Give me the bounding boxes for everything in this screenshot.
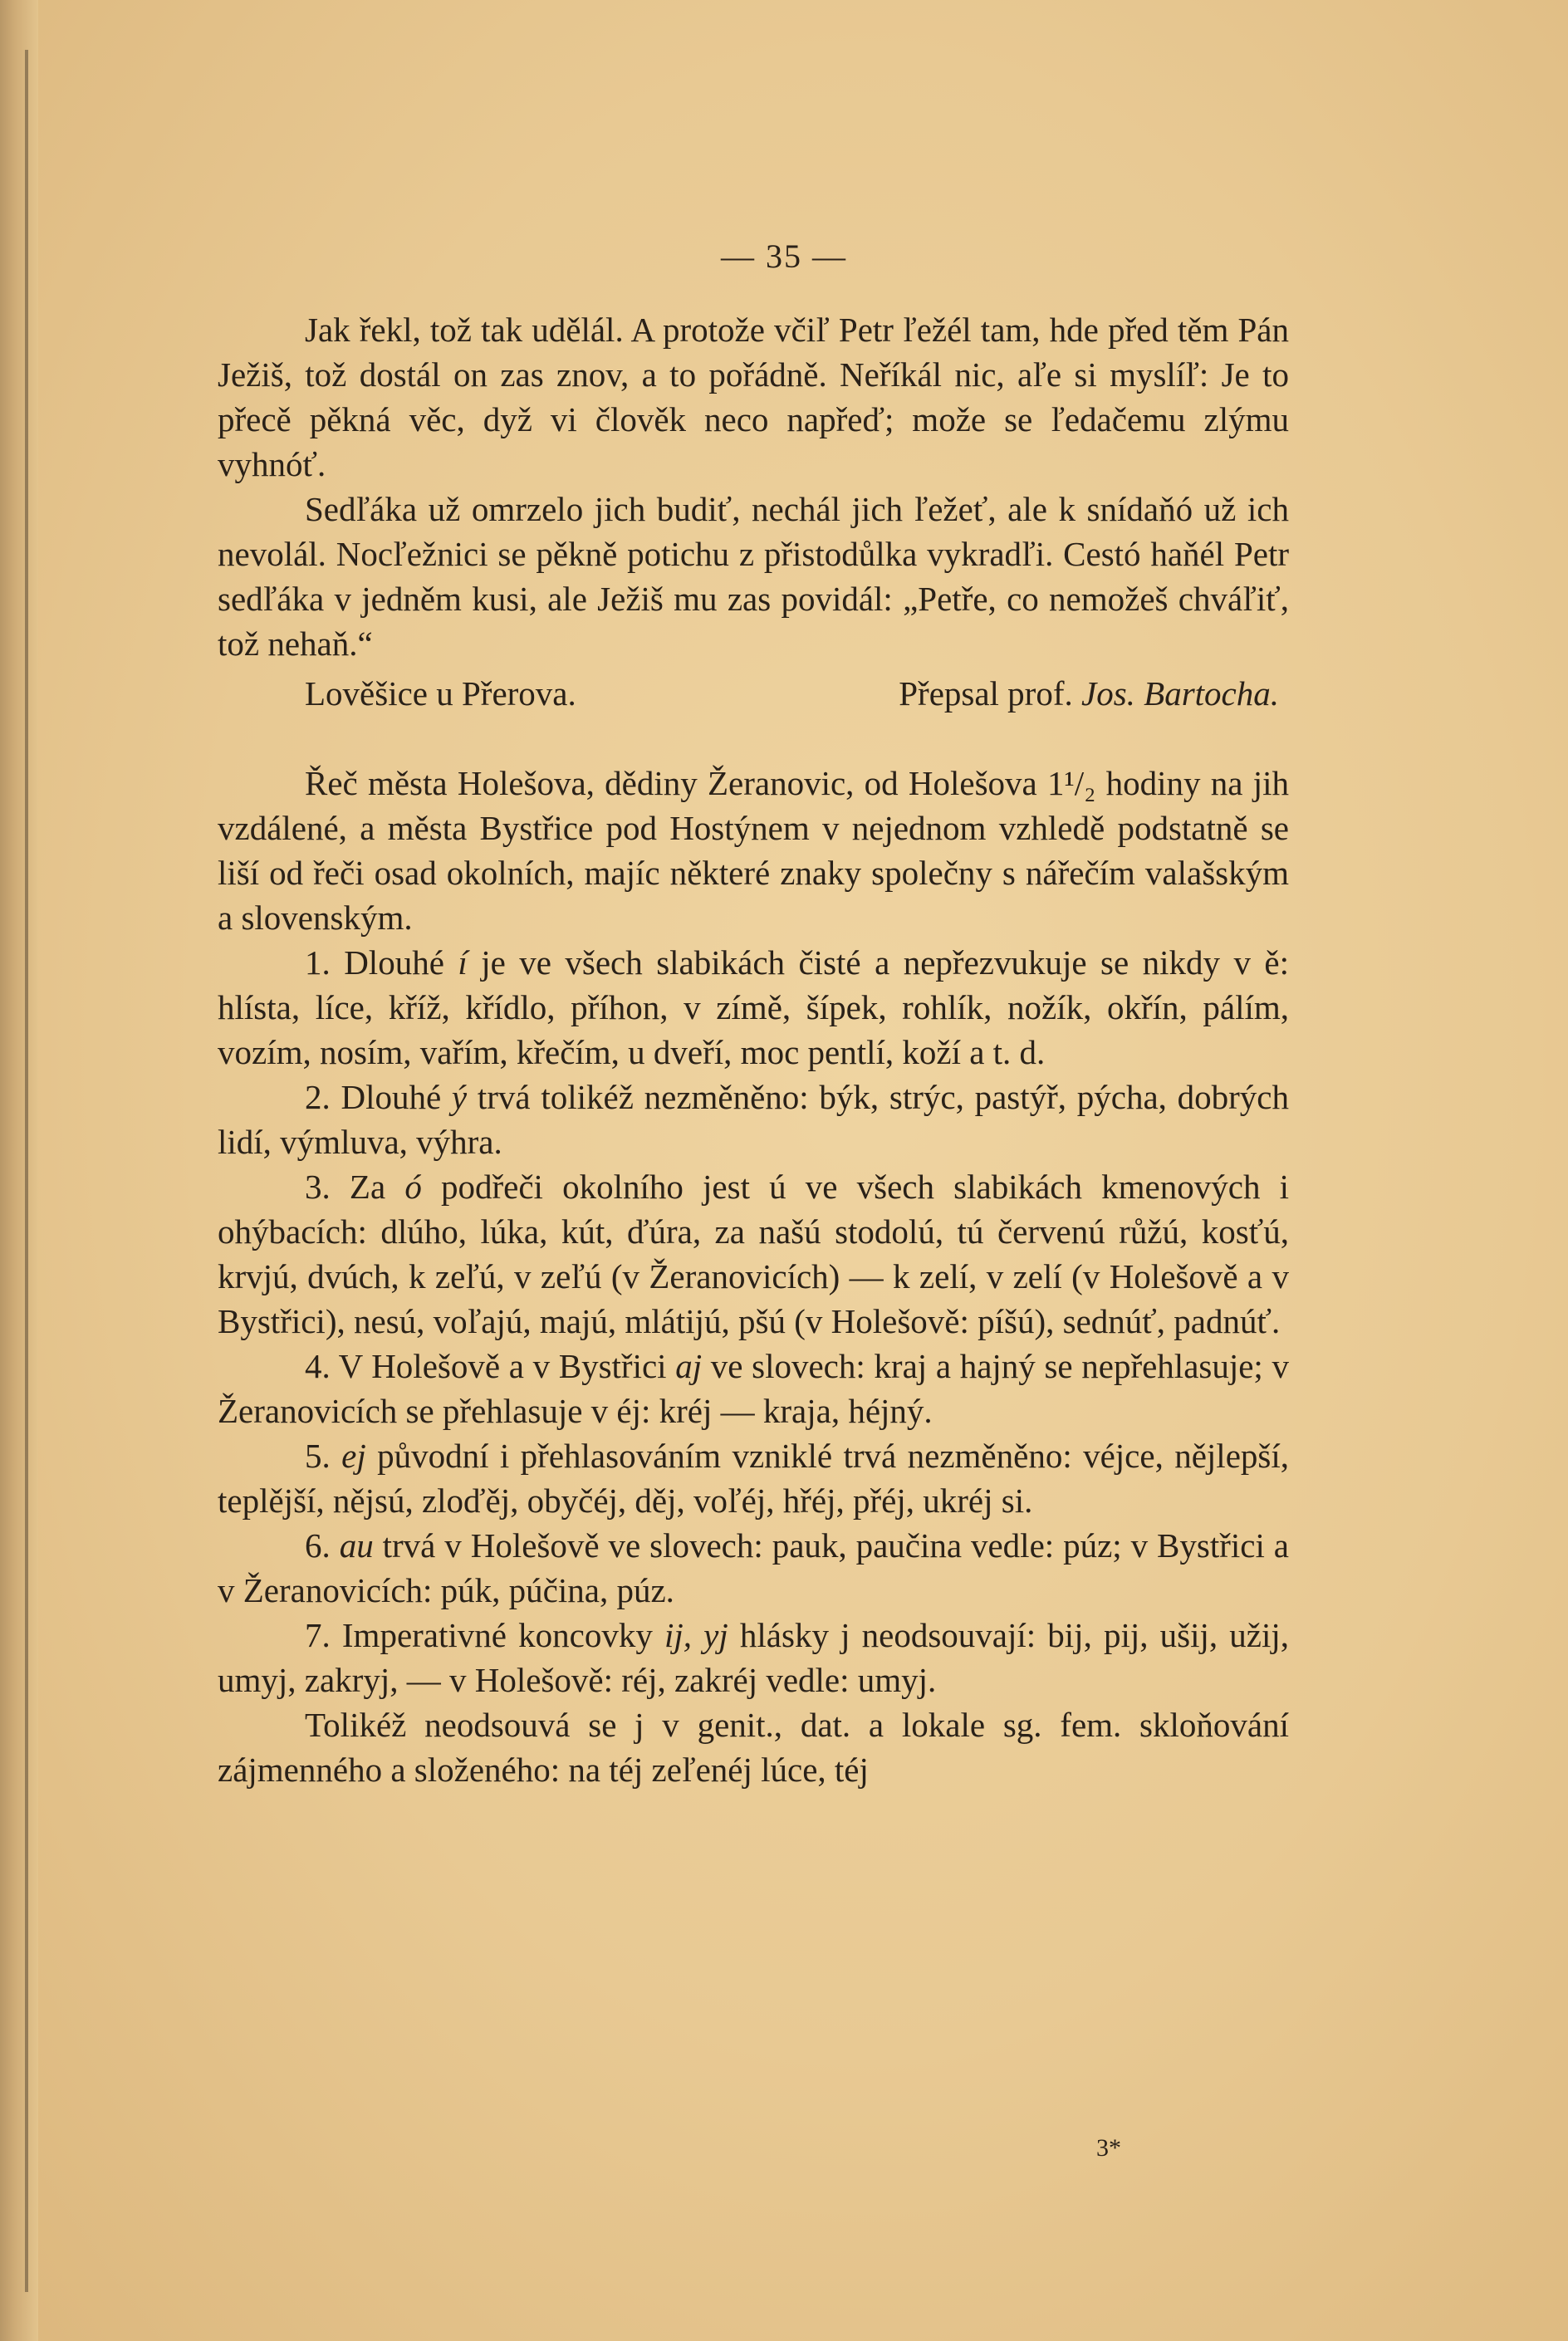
- signature-mark: 3*: [1096, 2134, 1121, 2162]
- item-text-after: podřeči okolního jest ú ve všech slabikách kmenových i ohýbacích: dlúho, lúka, kút, ďúra, za našú stodolú, tú červenú růžú, kosťú, krvjú, dvúch, k zeľú, v zeľú (v Žeranovicích) — k zelí, v zelí (v Holešově a v Bystřici), nesú, voľajú, majú, mlátijú, pšú (v Holešově: píšú), sednúť, padnúť.: [218, 1168, 1290, 1340]
- numbered-item-3: [218, 1164, 1289, 1344]
- body-text: [218, 307, 1289, 1792]
- last-paragraph: Tolikéž neodsouvá se j v genit., dat. a lokale sg. fem. skloňování zájmenného a složeného: na téj zeľenéj lúce, téj: [218, 1706, 1289, 1789]
- signature-credit-prefix: Přepsal prof.: [899, 674, 1073, 713]
- item-number: 7.: [305, 1616, 342, 1654]
- story-paragraph-1: Jak řekl, tož tak udělál. A protože včiľ Petr ľežél tam, hde před těm Pán Ježiš, tož dostál on zas znov, a to pořádně. Neříkál nic, aľe si myslíľ: Je to přecě pěkná věc, dyž vi člověk neco napřeď; može se ľedačemu zlýmu vyhnóť.: [218, 311, 1289, 483]
- item-number: 6.: [305, 1526, 340, 1565]
- numbered-item-1: [218, 940, 1289, 1075]
- intro-paragraph: Řeč města Holešova, dědiny Žeranovic, od Holešova 1¹/₂ hodiny na jih vzdálené, a města Bystřice pod Hostýnem v nejednom vzhledě podstatně se liší od řeči osad okolních, majíc některé znaky společny s nářečím valašským a slovenským.: [218, 764, 1289, 937]
- numbered-item-7: [218, 1613, 1289, 1702]
- item-text-before: Dlouhé: [341, 1078, 452, 1116]
- signature-author: Jos. Bartocha.: [1081, 674, 1279, 713]
- item-number: 2.: [305, 1078, 341, 1116]
- item-text-after: hlásky j neodsouvají: bij, pij, ušij, užij, umyj, zakryj, — v Holešově: réj, zakréj vedle: umyj.: [218, 1616, 1290, 1699]
- item-text-after: trvá tolikéž nezměněno: býk, strýc, pastýř, pýcha, dobrých lidí, výmluva, výhra.: [218, 1078, 1290, 1161]
- item-text-before: Dlouhé: [344, 943, 458, 982]
- book-spine-shadow: [0, 0, 38, 2341]
- item-text-after: ve slovech: kraj a hajný se nepřehlasuje; v Žeranovicích se přehlasuje v éj: kréj — kraja, héjný.: [218, 1347, 1289, 1430]
- item-sound: ó: [404, 1168, 422, 1206]
- item-number: 3.: [305, 1168, 350, 1206]
- item-number: 4.: [305, 1347, 339, 1385]
- item-text-before: V Holešově a v Bystřici: [338, 1347, 676, 1385]
- item-text-after: původní i přehlasováním vzniklé trvá nezměněno: véjce, nějlepší, teplější, nějsú, zloďěj, obyčéj, děj, voľéj, hřéj, přéj, ukréj si.: [218, 1437, 1289, 1520]
- numbered-item-2: [218, 1075, 1289, 1164]
- binding-line: [25, 50, 28, 2292]
- numbered-item-5: [218, 1433, 1289, 1523]
- numbered-item-6: [218, 1523, 1289, 1613]
- item-sound: ej: [341, 1437, 366, 1475]
- page-number: — 35 —: [721, 238, 847, 275]
- item-text-after: trvá v Holešově ve slovech: pauk, paučina vedle: púz; v Bystřici a v Žeranovicích: púk, púčina, púz.: [218, 1526, 1289, 1609]
- numbered-items: [218, 940, 1289, 1702]
- item-text-before: Imperativné koncovky: [341, 1616, 664, 1654]
- item-sound: ij, yj: [664, 1616, 728, 1654]
- item-sound: aj: [675, 1347, 703, 1385]
- item-text-after: je ve všech slabikách čisté a nepřezvukuje se nikdy v ě: hlísta, líce, kříž, křídlo, příhon, v zímě, šípek, rohlík, nožík, okřín, pálím, vozím, nosím, vařím, křečím, u dveří, moc pentlí, koží a t. d.: [218, 943, 1289, 1071]
- story-paragraph-2: Sedľáka už omrzelo jich budiť, nechál jich ľežeť, ale k snídaňó už ich nevolál. Nocľežnici se pěkně potichu z přistodůlka vykradľi. Cestó haňél Petr sedľáka v jedněm kusi, ale Ježiš mu zas povidál: „Petře, co nemožeš chváľiť, tož nehaň.“: [218, 490, 1289, 663]
- item-sound: ý: [451, 1078, 468, 1116]
- item-sound: í: [458, 943, 468, 982]
- item-number: 5.: [305, 1437, 342, 1475]
- signature-line: [305, 671, 1289, 716]
- signature-credit: [899, 671, 1279, 716]
- item-text-before: Za: [349, 1168, 405, 1206]
- item-number: 1.: [305, 943, 345, 982]
- numbered-item-4: [218, 1344, 1289, 1433]
- item-sound: au: [339, 1526, 374, 1565]
- signature-place: Lověšice u Přerova.: [305, 674, 576, 713]
